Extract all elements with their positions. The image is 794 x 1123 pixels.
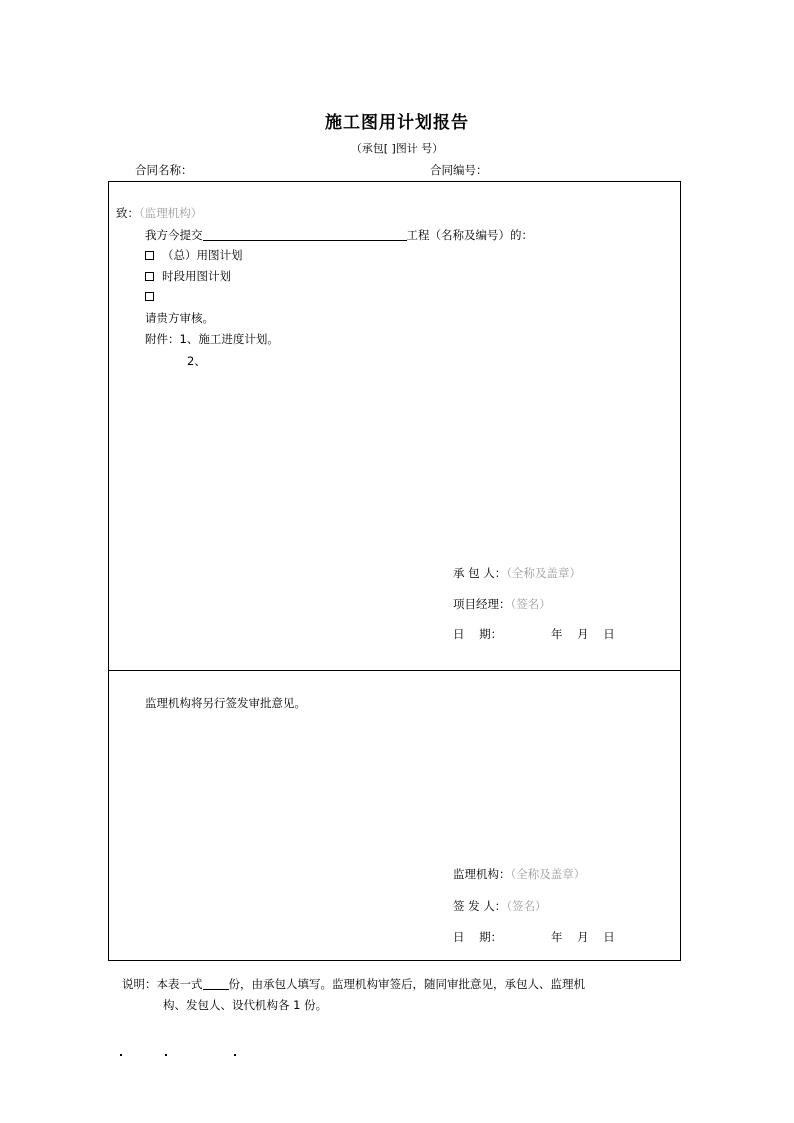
copies-field[interactable] (203, 977, 229, 990)
review-request: 请贵方审核。 (145, 311, 214, 325)
pm-hint: （签名） (510, 597, 551, 611)
attachment-1: 附件：1、施工进度计划。 (145, 332, 279, 346)
issuer-hint: （签名） (506, 899, 547, 913)
pm-label: 项目经理： (453, 597, 511, 611)
attachment-2: 2、 (187, 354, 206, 368)
page-title: 施工图用计划报告 (325, 113, 469, 133)
option-total-plan[interactable] (145, 247, 243, 263)
option-label: 时段用图计划 (162, 269, 231, 283)
dot-mark (234, 1054, 236, 1056)
project-name-field[interactable] (203, 228, 407, 241)
supervisor-org-hint: （全称及盖章） (510, 867, 586, 881)
date-label: 日 期： (453, 627, 503, 641)
option-period-plan[interactable] (145, 268, 231, 284)
date-value[interactable]: 年 月 日 (551, 930, 615, 944)
addressee-line (116, 205, 202, 221)
checkbox-icon[interactable] (145, 251, 154, 260)
submit-suffix: 工程（名称及编号）的： (406, 228, 533, 242)
supervisor-opinion: 监理机构将另行签发审批意见。 (145, 696, 306, 710)
option-other[interactable] (145, 289, 162, 303)
issuer-line (453, 898, 547, 914)
contract-no-label: 合同编号： (430, 163, 488, 177)
issuer-label: 签 发 人： (453, 899, 507, 913)
note-part-a: 说明：本表一式 (122, 977, 203, 991)
dot-mark (165, 1054, 167, 1056)
pm-line (453, 596, 551, 612)
option-label: （总）用图计划 (162, 248, 243, 262)
contract-name-label: 合同名称： (135, 163, 193, 177)
form-number: （承包[ ]图计 号） (350, 142, 444, 155)
date-label: 日 期： (453, 930, 503, 944)
footer-note (122, 976, 585, 992)
supervisor-org-line (453, 866, 585, 882)
to-hint: （监理机构） (139, 206, 203, 220)
section-divider (108, 670, 681, 671)
to-label: 致： (116, 206, 139, 220)
date-value[interactable]: 年 月 日 (551, 627, 615, 641)
submit-line (145, 227, 533, 243)
checkbox-icon[interactable] (145, 292, 154, 301)
checkbox-icon[interactable] (145, 272, 154, 281)
supervisor-org-label: 监理机构： (453, 867, 511, 881)
note-part-b: 份，由承包人填写。监理机构审签后，随同审批意见，承包人、监理机 (228, 977, 585, 991)
contractor-line (453, 565, 581, 581)
contractor-hint: （全称及盖章） (506, 566, 582, 580)
submit-prefix: 我方今提交 (145, 228, 203, 242)
form-table (108, 181, 681, 961)
contractor-label: 承 包 人： (453, 566, 507, 580)
footer-note-cont: 构、发包人、设代机构各 1 份。 (163, 998, 328, 1012)
dot-mark (120, 1054, 122, 1056)
